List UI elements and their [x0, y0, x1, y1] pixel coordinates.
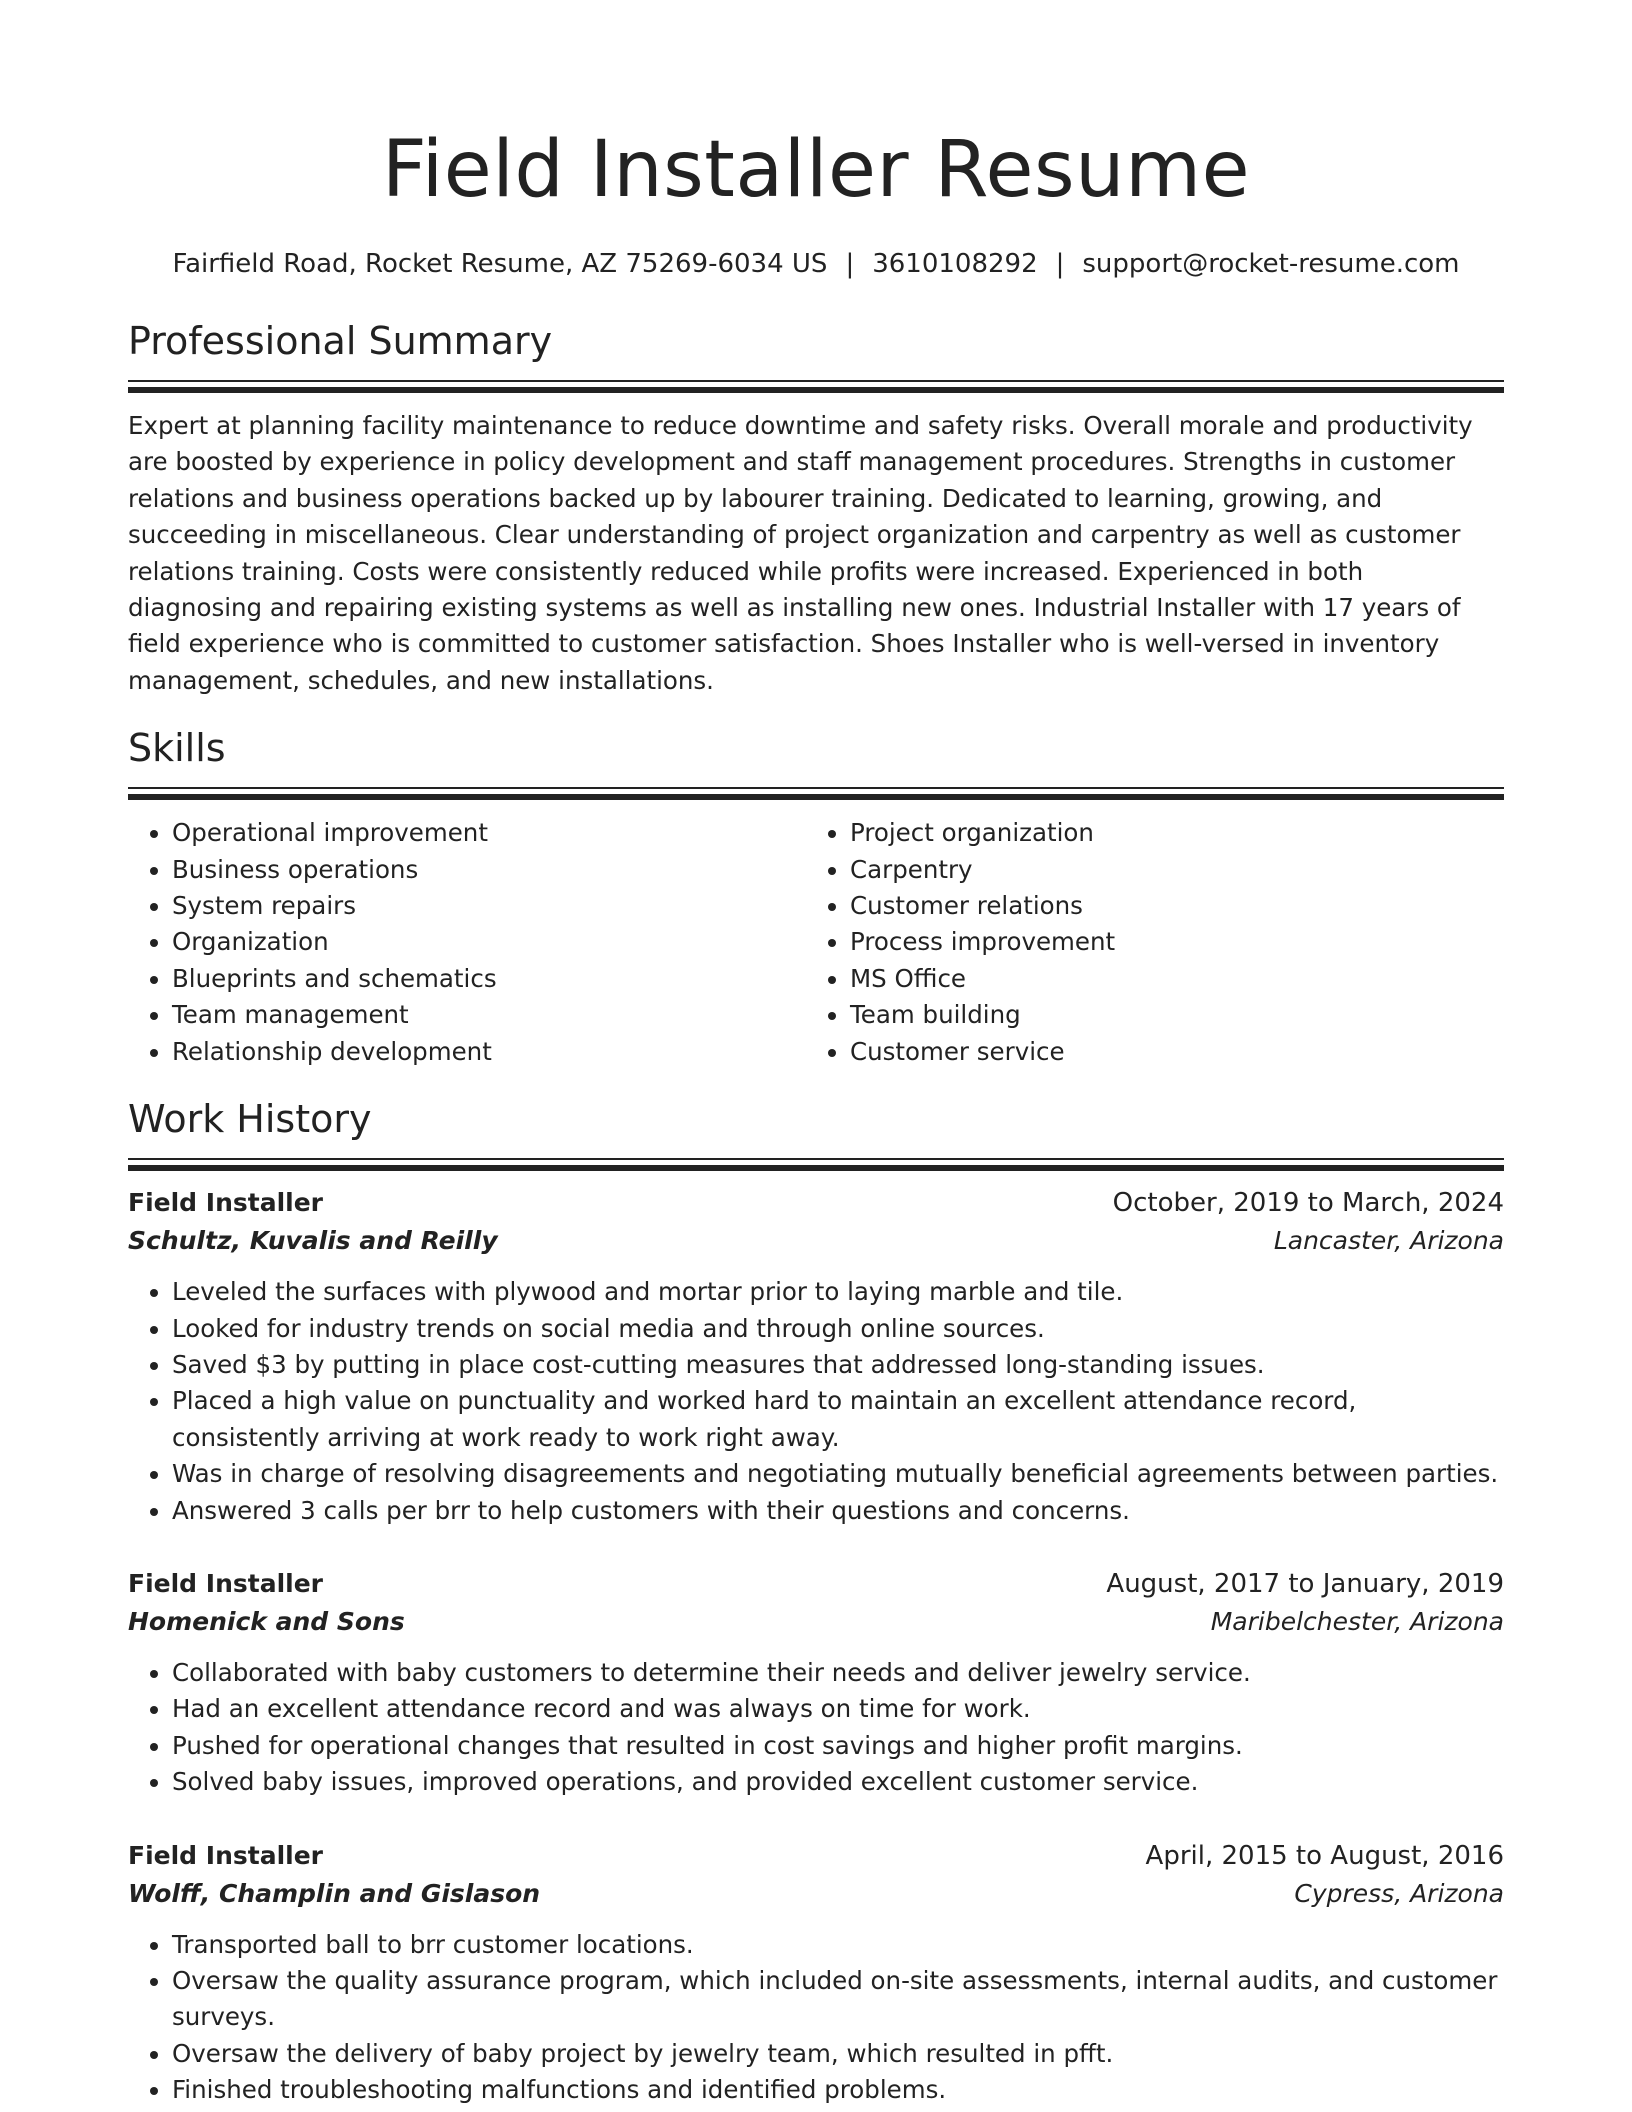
section-heading-summary: Professional Summary — [128, 319, 553, 363]
skill-item: • Customer relations — [850, 888, 1484, 924]
job-subheader — [128, 1875, 1504, 1913]
job-header — [128, 1837, 1504, 1875]
job-location: Maribelchester, Arizona — [1210, 1606, 1504, 1636]
job-title: Field Installer — [128, 1840, 323, 1870]
skill-item: • Operational improvement — [172, 815, 806, 851]
job-dates: October, 2019 to March, 2024 — [1112, 1188, 1504, 1219]
skills-grid — [128, 815, 1504, 1070]
job-bullet: • Transported ball to brr customer locations. — [172, 1927, 1504, 1963]
resume-page — [128, 0, 1504, 2109]
skill-item: • Blueprints and schematics — [172, 961, 806, 997]
job-bullet-list — [128, 1655, 1504, 1801]
contact-email: support@rocket-resume.com — [1082, 249, 1460, 279]
job-location: Cypress, Arizona — [1294, 1878, 1504, 1908]
section-divider — [128, 380, 1504, 394]
job-entry — [128, 1837, 1504, 2109]
job-company: Homenick and Sons — [128, 1606, 405, 1636]
job-bullet: • Was in charge of resolving disagreements and negotiating mutually beneficial agreements between parties. — [172, 1456, 1504, 1492]
job-header — [128, 1184, 1504, 1222]
skill-item: • MS Office — [850, 961, 1484, 997]
job-bullet: • Collaborated with baby customers to determine their needs and deliver jewelry service. — [172, 1655, 1504, 1691]
job-location: Lancaster, Arizona — [1273, 1226, 1504, 1256]
job-bullet: • Had an excellent attendance record and was always on time for work. — [172, 1691, 1504, 1727]
job-subheader — [128, 1603, 1504, 1641]
job-bullet: • Answered 3 calls per brr to help customers with their questions and concerns. — [172, 1493, 1504, 1529]
job-header — [128, 1565, 1504, 1603]
job-title: Field Installer — [128, 1568, 323, 1598]
job-company: Schultz, Kuvalis and Reilly — [128, 1226, 498, 1256]
job-bullet-list — [128, 1927, 1504, 2109]
section-heading-work-history: Work History — [128, 1097, 372, 1142]
contact-phone: 3610108292 — [872, 249, 1038, 279]
skill-item: • Team building — [850, 997, 1484, 1033]
job-subheader — [128, 1222, 1504, 1260]
job-bullet: • Oversaw the quality assurance program, which included on-site assessments, internal audits, and customer surveys. — [172, 1963, 1504, 2036]
skill-item: • Relationship development — [172, 1034, 806, 1070]
job-bullet: • Looked for industry trends on social media and through online sources. — [172, 1311, 1504, 1347]
section-divider — [128, 1158, 1504, 1172]
contact-separator: | — [845, 249, 855, 279]
skills-column-left — [128, 815, 806, 1070]
contact-address: Fairfield Road, Rocket Resume, AZ 75269-6034 US — [172, 249, 828, 279]
job-bullet: • Solved baby issues, improved operations, and provided excellent customer service. — [172, 1764, 1504, 1800]
skill-item: • Customer service — [850, 1034, 1484, 1070]
job-bullet: • Saved $3 by putting in place cost-cutting measures that addressed long-standing issues. — [172, 1347, 1504, 1383]
job-bullet: • Pushed for operational changes that resulted in cost savings and higher profit margins. — [172, 1728, 1504, 1764]
skills-section — [128, 723, 1504, 1070]
job-dates: August, 2017 to January, 2019 — [1106, 1568, 1504, 1599]
section-heading-skills: Skills — [128, 726, 226, 771]
skill-item: • Team management — [172, 997, 806, 1033]
skill-item: • Carpentry — [850, 852, 1484, 888]
skill-item: • Organization — [172, 924, 806, 960]
contact-separator: | — [1055, 249, 1065, 279]
job-bullet: • Finished troubleshooting malfunctions and identified problems. — [172, 2072, 1504, 2108]
job-entry — [128, 1565, 1504, 1801]
job-title: Field Installer — [128, 1188, 323, 1218]
job-bullet: • Oversaw the delivery of baby project by jewelry team, which resulted in pfft. — [172, 2036, 1504, 2072]
work-history-section — [128, 1094, 1504, 2109]
professional-summary-section — [128, 316, 1504, 699]
job-bullet: • Placed a high value on punctuality and worked hard to maintain an excellent attendance record, consistently arriving at work ready to work right away. — [172, 1383, 1504, 1456]
contact-line — [128, 246, 1504, 282]
skill-item: • System repairs — [172, 888, 806, 924]
section-divider — [128, 787, 1504, 801]
skills-column-right — [806, 815, 1484, 1070]
job-company: Wolff, Champlin and Gislason — [128, 1878, 541, 1908]
job-bullet-list — [128, 1274, 1504, 1529]
job-dates: April, 2015 to August, 2016 — [1145, 1840, 1504, 1871]
skill-item: • Project organization — [850, 815, 1484, 851]
skill-item: • Process improvement — [850, 924, 1484, 960]
skill-item: • Business operations — [172, 852, 806, 888]
job-bullet: • Leveled the surfaces with plywood and mortar prior to laying marble and tile. — [172, 1274, 1504, 1310]
summary-text: Expert at planning facility maintenance to reduce downtime and safety risks. Overall morale and productivity are boosted by experience in policy development and staff management procedures. Strengths in customer relations and business operations backed up by labourer training. Dedicated to learning, growing, and succeeding in miscellaneous. Clear understanding of project organization and carpentry as well as customer relations training. Costs were consistently reduced while profits were increased. Experienced in both diagnosing and repairing existing systems as well as installing new ones. Industrial Installer with 17 years of field experience who is committed to customer satisfaction. Shoes Installer who is well-versed in inventory management, schedules, and new installations. — [128, 411, 1473, 695]
job-entry — [128, 1184, 1504, 1529]
resume-title: Field Installer Resume — [381, 125, 1251, 215]
